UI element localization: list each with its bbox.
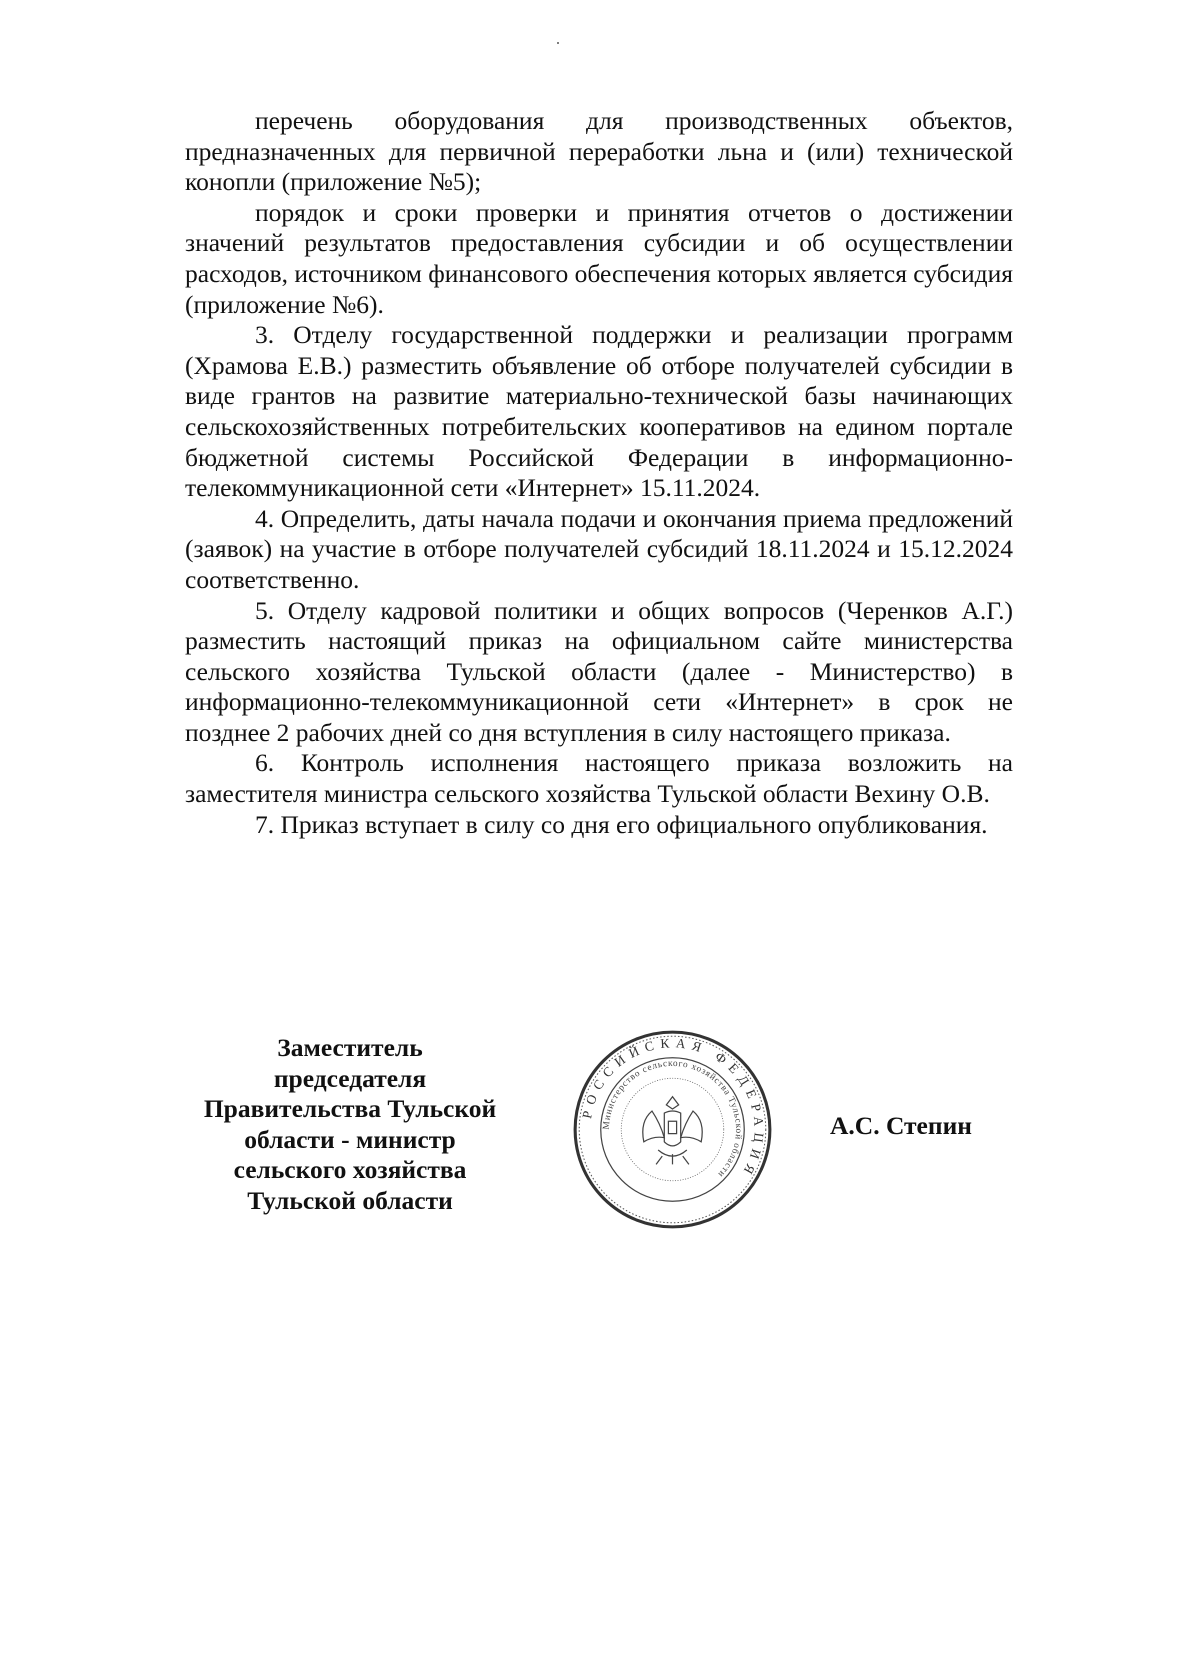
position-line: области - министр xyxy=(244,1124,456,1154)
signature-block xyxy=(185,1033,1013,1253)
paragraph-equipment-list: перечень оборудования для производственных объектов, предназначенных для первичной переработки льна и (или) технической конопли (приложение №5); xyxy=(185,106,1013,197)
position-line: Правительства Тульской xyxy=(203,1094,497,1124)
position-line: Заместитель xyxy=(277,1033,423,1062)
position-line: сельского хозяйства xyxy=(233,1155,467,1185)
order-body xyxy=(185,106,1013,840)
seal-inner-lettering: Министерство сельского хозяйства Тульской области xyxy=(600,1057,745,1181)
signatory-name: А.С. Степин xyxy=(830,1111,972,1140)
paragraph-item-5: 5. Отделу кадровой политики и общих вопросов (Черенков А.Г.) разместить настоящий приказ на официальном сайте министерства сельского хозяйства Тульской области (далее - Министерство) в информационно-телекоммуникационной сети «Интернет» в срок не позднее 2 рабочих дней со дня вступления в силу настоящего приказа. xyxy=(185,595,1013,747)
position-line: председателя xyxy=(273,1063,427,1093)
signatory-position xyxy=(185,1033,515,1217)
seal-outer-lettering: РОССИЙСКАЯ ФЕДЕРАЦИЯ xyxy=(579,1035,767,1182)
scan-speck xyxy=(557,42,559,44)
paragraph-item-3: 3. Отделу государственной поддержки и реализации программ (Храмова Е.В.) разместить объявление об отборе получателей субсидии в виде грантов на развитие материально-технической базы начинающих сельскохозяйственных потребительских кооперативов на едином портале бюджетной системы Российской Федерации в информационно-телекоммуникационной сети «Интернет» 15.11.2024. xyxy=(185,320,1013,503)
paragraph-item-4: 4. Определить, даты начала подачи и окончания приема предложений (заявок) на участие в отборе получателей субсидий 18.11.2024 и 15.12.2024 соответственно. xyxy=(185,503,1013,594)
paragraph-item-6: 6. Контроль исполнения настоящего приказа возложить на заместителя министра сельского хозяйства Тульской области Вехину О.В. xyxy=(185,748,1013,809)
position-line: Тульской области xyxy=(247,1185,453,1215)
official-seal-stamp xyxy=(570,1027,775,1232)
paragraph-item-7: 7. Приказ вступает в силу со дня его официального опубликования. xyxy=(255,809,988,839)
coat-of-arms-emblem xyxy=(643,1097,702,1165)
paragraph-report-procedure: порядок и сроки проверки и принятия отчетов о достижении значений результатов предоставления субсидии и об осуществлении расходов, источником финансового обеспечения которых является субсидия (приложение №6). xyxy=(185,197,1013,319)
